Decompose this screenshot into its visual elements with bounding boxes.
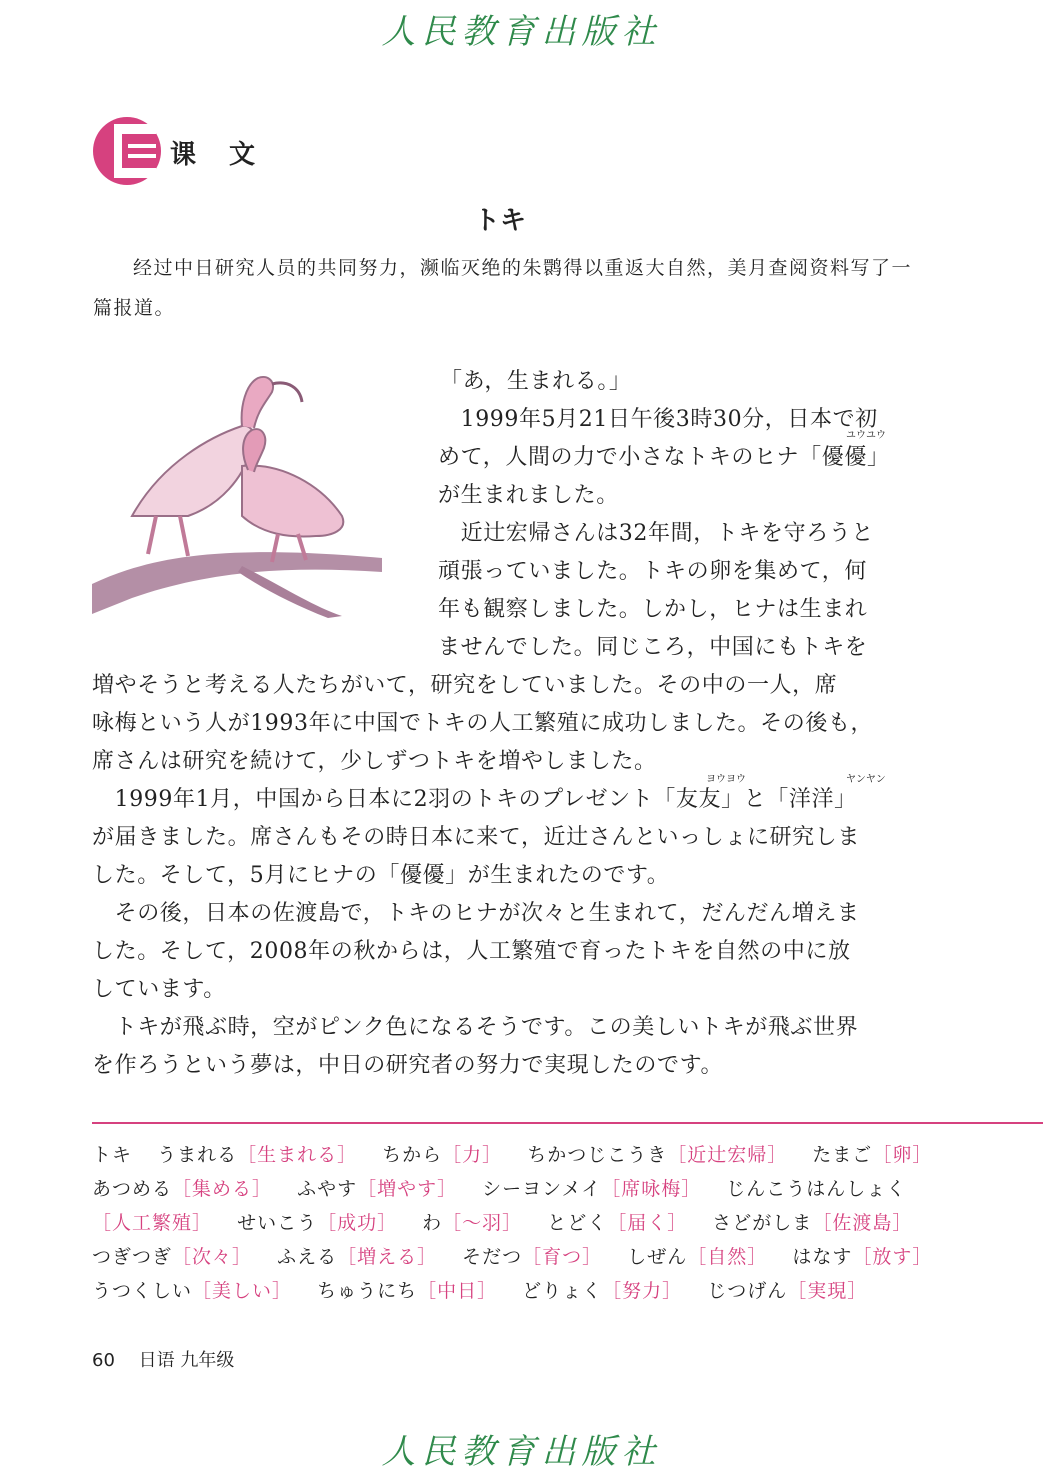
vocab-item: ふやす［増やす］	[297, 1178, 458, 1200]
intro-paragraph: 经过中日研究人员的共同努力，濒临灭绝的朱鹮得以重返大自然，美月查阅资料写了一篇报道。	[93, 257, 913, 319]
vocab-item: じつげん［実現］	[707, 1280, 868, 1302]
vocab-item: どりょく［努力］	[522, 1280, 683, 1302]
body-line: トキが飛ぶ時，空がピンク色になるそうです。この美しいトキが飛ぶ世界	[92, 1015, 859, 1040]
body-line: めて，人間の力で小さなトキのヒナ「優優」	[438, 445, 890, 470]
body-line: 頑張っていました。トキの卵を集めて，何	[438, 559, 867, 584]
body-line: した。そして，5月にヒナの「優優」が生まれたのです。	[92, 863, 670, 888]
vocab-item: つぎつぎ［次々］	[92, 1246, 253, 1268]
publisher-logo-bottom: 人民教育出版社	[381, 1432, 662, 1472]
vocab-item: わ［～羽］	[422, 1212, 523, 1234]
vocab-item: じんこうはんしょく	[726, 1178, 907, 1200]
vocab-row	[92, 1140, 950, 1167]
divider	[92, 1122, 1043, 1124]
body-line: が届きました。席さんもその時日本に来て，近辻さんといっしょに研究しま	[92, 825, 860, 850]
ruby-yangyang: ヤンヤン	[846, 774, 886, 785]
vocab-row	[92, 1242, 950, 1269]
vocab-item: うつくしい［美しい］	[92, 1280, 293, 1302]
section-title: 课 文	[170, 140, 268, 170]
body-line: を作ろうという夢は，中日の研究者の努力で実現したのです。	[92, 1053, 724, 1078]
vocab-item: とどく［届く］	[547, 1212, 688, 1234]
section-badge-icon	[92, 116, 162, 186]
body-line: 「あ，生まれる。」	[440, 369, 632, 394]
vocab-item: さどがしま［佐渡島］	[712, 1212, 913, 1234]
body-line: 咏梅という人が1993年に中国でトキの人工繁殖に成功しました。その後も，	[92, 711, 874, 736]
vocab-row	[92, 1276, 885, 1303]
vocab-item: ［人工繁殖］	[92, 1212, 213, 1234]
body-line: 1999年1月，中国から日本に2羽のトキのプレゼント「友友」と「洋洋」	[92, 787, 857, 812]
vocab-item: あつめる［集める］	[92, 1178, 273, 1200]
body-line: 年も観察しました。しかし，ヒナは生まれ	[438, 597, 868, 622]
body-line: 増やそうと考える人たちがいて，研究をしていました。その中の一人，席	[92, 673, 838, 698]
body-line: 席さんは研究を続けて，少しずつトキを増やしました。	[92, 749, 657, 774]
body-line: が生まれました。	[438, 483, 619, 508]
vocab-item: ちかつじこうき［近辻宏帰］	[527, 1144, 788, 1166]
body-line: ませんでした。同じころ，中国にもトキを	[438, 635, 868, 660]
ruby-youyou: ユウユウ	[846, 430, 886, 441]
vocab-row	[92, 1174, 924, 1201]
body-line: した。そして，2008年の秋からは，人工繁殖で育ったトキを自然の中に放	[92, 939, 851, 964]
vocab-item: そだつ［育つ］	[462, 1246, 603, 1268]
lesson-title: トキ	[473, 206, 526, 236]
vocab-item: ちから［力］	[382, 1144, 503, 1166]
vocab-item: せいこう［成功］	[237, 1212, 398, 1234]
vocab-item: しぜん［自然］	[627, 1246, 768, 1268]
book-title: 日语 九年级	[138, 1350, 235, 1371]
body-line: その後，日本の佐渡島で，トキのヒナが次々と生まれて，だんだん増えま	[92, 901, 860, 926]
vocab-item: うまれる［生まれる］	[157, 1144, 358, 1166]
body-line: 近辻宏帰さんは32年間，トキを守ろうと	[438, 521, 874, 546]
vocab-item: シーヨンメイ［席咏梅］	[482, 1178, 702, 1200]
vocab-item: ふえる［増える］	[277, 1246, 438, 1268]
page-footer	[92, 1346, 234, 1372]
ibis-illustration	[92, 366, 382, 618]
vocab-item: トキ	[92, 1144, 133, 1166]
vocab-item: ちゅうにち［中日］	[317, 1280, 498, 1302]
vocab-item: たまご［卵］	[812, 1144, 933, 1166]
body-line: 1999年5月21日午後3時30分，日本で初	[438, 407, 878, 432]
page-number: 60	[92, 1350, 115, 1371]
body-line: しています。	[92, 977, 226, 1002]
ruby-yuyu: ヨウヨウ	[706, 774, 746, 785]
publisher-logo-top: 人民教育出版社	[381, 12, 662, 52]
vocab-item: はなす［放す］	[792, 1246, 933, 1268]
vocab-row	[92, 1208, 930, 1235]
